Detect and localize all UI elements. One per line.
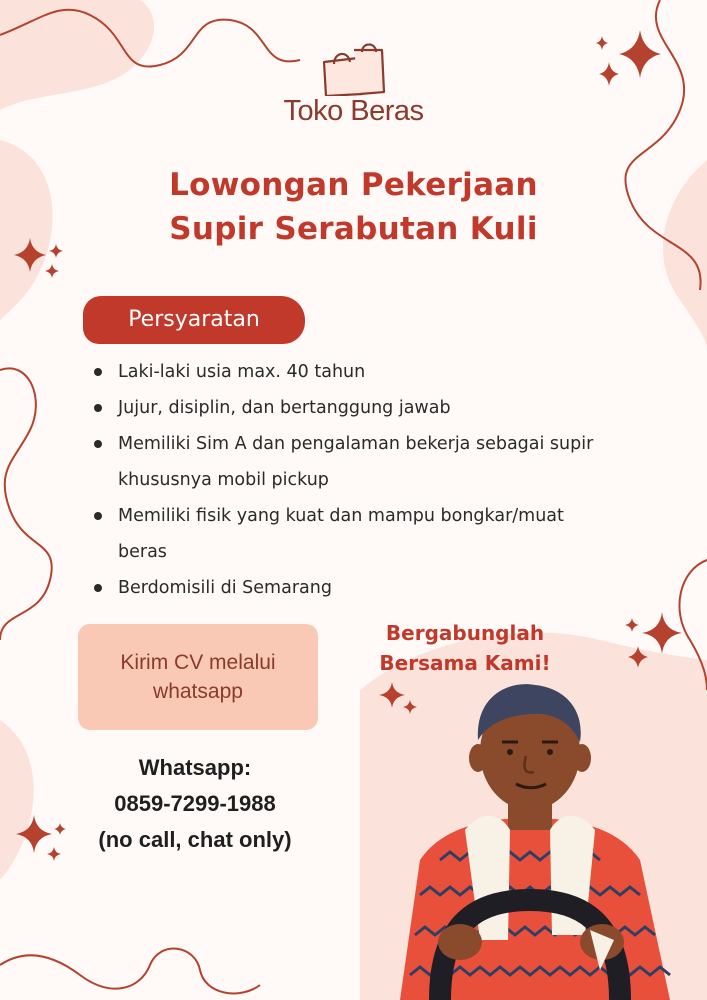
title-line-1: Lowongan Pekerjaan xyxy=(169,167,538,203)
requirements-label: Persyaratan xyxy=(83,296,305,344)
list-item xyxy=(118,570,688,606)
sparkle-icon xyxy=(622,612,686,668)
list-item-text-continued: khususnya mobil pickup xyxy=(118,470,329,490)
join-line-2: Bersama Kami! xyxy=(379,651,551,675)
list-item xyxy=(118,498,688,570)
whatsapp-contact xyxy=(60,750,330,858)
bullet-icon xyxy=(94,512,102,520)
shopping-bags-icon xyxy=(318,40,390,96)
sparkle-icon xyxy=(595,30,665,90)
driver-illustration xyxy=(380,680,680,1000)
title-line-2: Supir Serabutan Kuli xyxy=(169,211,538,247)
send-cv-line-2: whatsapp xyxy=(153,680,243,703)
whatsapp-label: Whatsapp: xyxy=(138,755,252,780)
top-left-blob xyxy=(0,0,154,110)
bullet-icon xyxy=(94,440,102,448)
list-item xyxy=(118,354,688,390)
list-item xyxy=(118,426,688,498)
list-item-text: Memiliki fisik yang kuat dan mampu bongkar/muat xyxy=(118,506,564,526)
list-item-text-continued: beras xyxy=(118,542,167,562)
list-item-text: Laki-laki usia max. 40 tahun xyxy=(118,362,366,382)
list-item xyxy=(118,390,688,426)
list-item-text: Memiliki Sim A dan pengalaman bekerja sebagai supir xyxy=(118,434,594,454)
page-title xyxy=(0,163,707,251)
join-us-heading xyxy=(350,618,580,678)
bullet-icon xyxy=(94,404,102,412)
whatsapp-note: (no call, chat only) xyxy=(98,827,292,852)
brand-name: Toko Beras xyxy=(283,95,424,127)
whatsapp-phone[interactable]: 0859-7299-1988 xyxy=(114,791,276,816)
list-item-text: Jujur, disiplin, dan bertanggung jawab xyxy=(118,398,451,418)
bullet-icon xyxy=(94,368,102,376)
send-cv-line-1: Kirim CV melalui xyxy=(120,651,276,674)
bottom-curly-line xyxy=(0,949,260,994)
send-cv-box xyxy=(78,624,318,730)
left-curly-line xyxy=(0,368,52,640)
requirements-list xyxy=(118,354,688,606)
list-item-text: Berdomisili di Semarang xyxy=(118,578,332,598)
join-line-1: Bergabunglah xyxy=(385,621,545,645)
bullet-icon xyxy=(94,584,102,592)
